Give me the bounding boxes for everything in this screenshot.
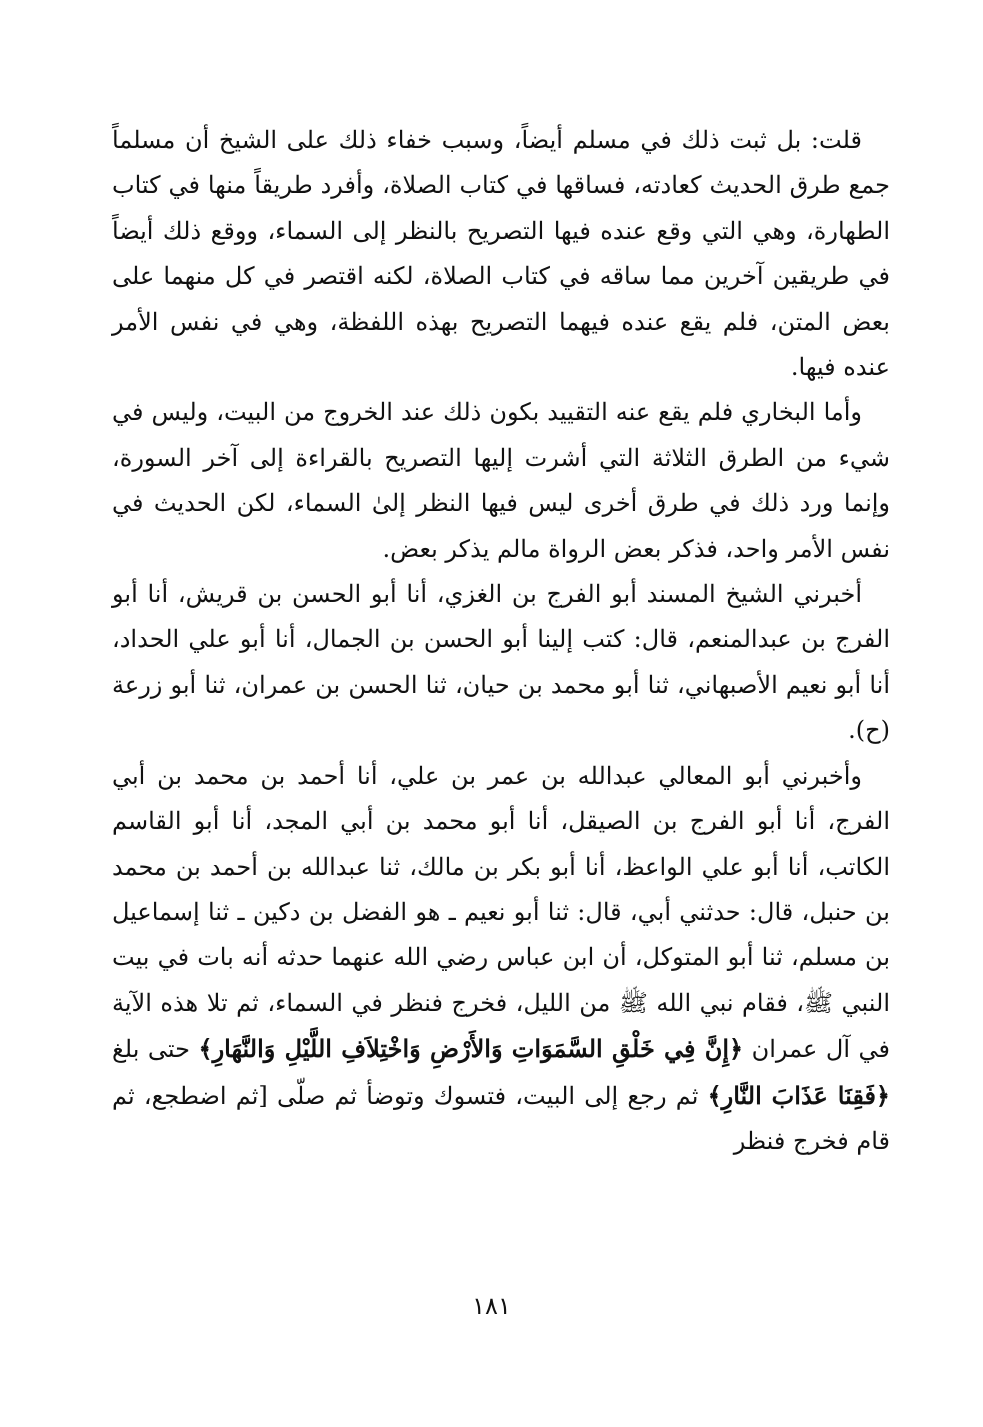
paragraph-1: قلت: بل ثبت ذلك في مسلم أيضاً، وسبب خفاء ذلك على الشيخ أن مسلماً جمع طرق الحديث كعادته، فساقها في كتاب الصلاة، وأفرد طريقاً منها في كتاب الطهارة، وهي التي وقع عنده فيها التصريح بالنظر إلى السماء، ووقع ذلك أيضاً في طريقين آخرين مما ساقه في كتاب الصلاة، لكنه اقتصر في كل منهما على بعض المتن، فلم يقع عنده فيهما التصريح بهذه اللفظة، وهي في نفس الأمر عنده فيها.: [112, 126, 890, 382]
paragraph-4-text-after: ثم رجع إلى البيت، فتسوك وتوضأ ثم صلّى [ثم اضطجع، ثم قام فخرج فنظر: [112, 1081, 890, 1155]
paragraph-2: وأما البخاري فلم يقع عنه التقييد بكون ذلك عند الخروج من البيت، وليس في شيء من الطرق الثلاثة التي أشرت إليها التصريح بالقراءة إلى آخر السورة، وإنما ورد ذلك في طرق أخرى ليس فيها النظر إلىٰ السماء، لكن الحديث في نفس الأمر واحد، فذكر بعض الرواة مالم يذكر بعض.: [112, 398, 891, 563]
page-number: ١٨١: [472, 1292, 511, 1320]
paragraph-3: أخبرني الشيخ المسند أبو الفرج بن الغزي، أنا أبو الحسن بن قريش، أنا أبو الفرج بن عبدالمنعم، قال: كتب إلينا أبو الحسن بن الجمال، أنا أبو علي الحداد، أنا أبو نعيم الأصبهاني، ثنا أبو محمد بن حيان، ثنا الحسن بن عمران، ثنا أبو زرعة (ح).: [112, 580, 891, 745]
paragraph-4-text-middle: حتى بلغ: [112, 1035, 199, 1064]
quran-verse-1: ﴿إِنَّ فِي خَلْقِ السَّمَوَاتِ وَالأَرْضِ وَاخْتِلاَفِ اللَّيْلِ وَالنَّهَارِ﴾: [198, 1034, 744, 1064]
quran-verse-2: ﴿فَقِنَا عَذَابَ النَّارِ﴾: [707, 1080, 890, 1110]
paragraph-4: [112, 754, 890, 1165]
paragraph-4-text-before: وأخبرني أبو المعالي عبدالله بن عمر بن علي، أنا أحمد بن محمد بن أبي الفرج، أنا أبو الفرج بن الصيقل، أنا أبو محمد بن أبي المجد، أنا أبو القاسم الكاتب، أنا أبو علي الواعظ، أنا أبو بكر بن مالك، ثنا عبدالله بن أحمد بن محمد بن حنبل، قال: حدثني أبي، قال: ثنا أبو نعيم ـ هو الفضل بن دكين ـ ثنا إسماعيل بن مسلم، ثنا أبو المتوكل، أن ابن عباس رضي الله عنهما حدثه أنه بات في بيت النبي ﷺ، فقام نبي الله ﷺ من الليل، فخرج فنظر في السماء، ثم تلا هذه الآية في آل عمران: [112, 761, 890, 1064]
page-body-text: [112, 118, 890, 1164]
